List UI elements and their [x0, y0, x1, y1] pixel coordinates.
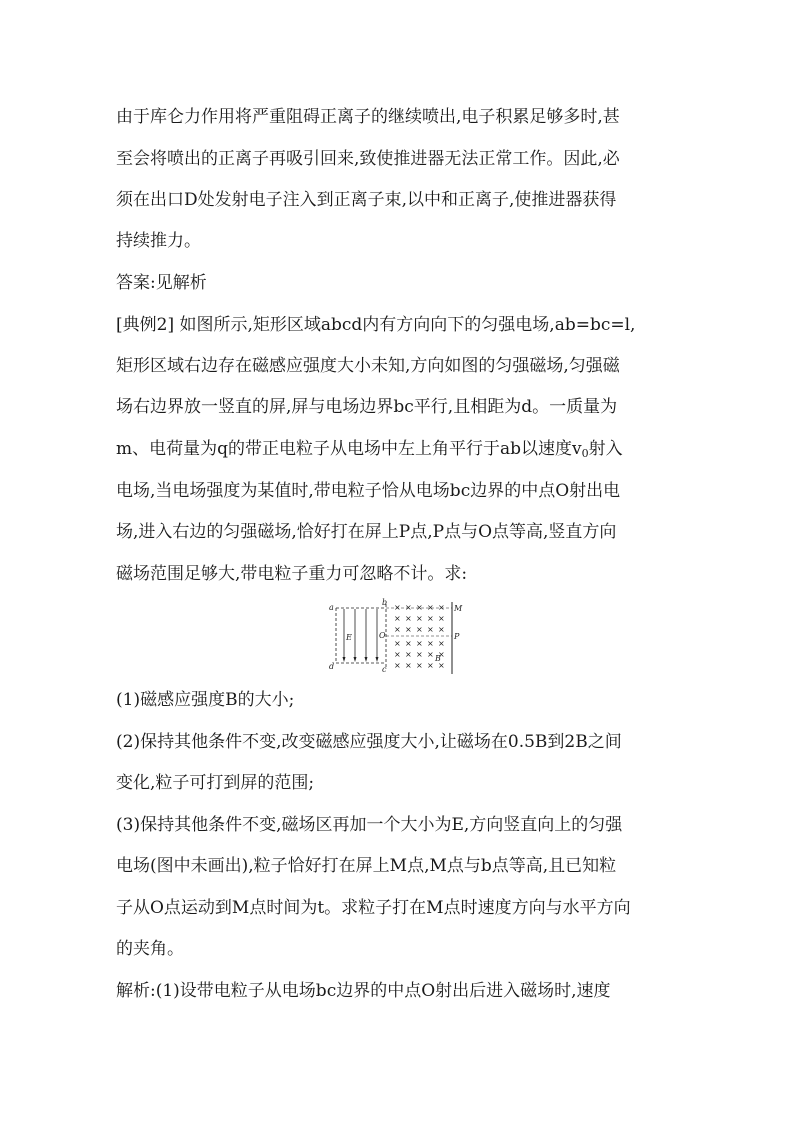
field-cross: ×	[405, 625, 412, 634]
text-line: 矩形区域右边存在磁感应强度大小未知,方向如图的匀强磁场,匀强磁	[116, 356, 620, 376]
field-cross: ×	[427, 614, 434, 623]
field-cross: ×	[394, 625, 401, 634]
field-cross: ×	[394, 603, 401, 612]
field-cross: ×	[405, 650, 412, 659]
text-line: 变化,粒子可打到屏的范围;	[116, 773, 315, 793]
field-cross: ×	[416, 625, 423, 634]
text-line: 至会将喷出的正离子再吸引回来,致使推进器无法正常工作。因此,必	[116, 149, 620, 169]
label-P: P	[454, 632, 460, 641]
label-d: d	[329, 662, 335, 671]
field-cross: ×	[416, 603, 423, 612]
text-line: 电场,当电场强度为某值时,带电粒子恰从电场bc边界的中点O射出电	[116, 481, 621, 501]
field-cross: ×	[394, 639, 401, 648]
text-line: 的夹角。	[116, 939, 184, 959]
physics-diagram	[324, 598, 464, 680]
field-cross: ×	[405, 614, 412, 623]
text-line: 场右边界放一竖直的屏,屏与电场边界bc平行,且相距为d。一质量为	[116, 397, 618, 417]
label-B: B	[435, 654, 441, 663]
label-a: a	[329, 603, 334, 612]
question-3: (3)保持其他条件不变,磁场区再加一个大小为E,方向竖直向上的匀强	[116, 815, 623, 835]
label-c: c	[382, 665, 387, 674]
text-line: 子从O点运动到M点时间为t。求粒子打在M点时速度方向与水平方向	[116, 898, 631, 918]
field-cross: ×	[438, 639, 445, 648]
field-cross: ×	[405, 603, 412, 612]
field-cross: ×	[427, 625, 434, 634]
text-line: 电场(图中未画出),粒子恰好打在屏上M点,M点与b点等高,且已知粒	[116, 856, 617, 876]
question-1: (1)磁感应强度B的大小;	[116, 690, 295, 710]
label-E: E	[346, 633, 352, 642]
text-segment: m、电荷量为q的带正电粒子从电场中左上角平行于ab以速度v	[116, 439, 582, 459]
field-cross: ×	[394, 614, 401, 623]
example-heading-line: [典例2] 如图所示,矩形区域abcd内有方向向下的匀强电场,ab=bc=l,	[116, 315, 636, 335]
field-cross: ×	[394, 650, 401, 659]
text-line: 场,进入右边的匀强磁场,恰好打在屏上P点,P点与O点等高,竖直方向	[116, 522, 617, 542]
field-cross: ×	[438, 625, 445, 634]
subscript-zero: 0	[581, 447, 589, 459]
field-cross: ×	[416, 614, 423, 623]
field-cross: ×	[416, 639, 423, 648]
field-cross: ×	[438, 661, 445, 670]
text-segment: 射入	[588, 439, 623, 459]
text-line: 须在出口D处发射电子注入到正离子束,以中和正离子,使推进器获得	[116, 190, 617, 210]
text-line	[116, 439, 686, 459]
text-line: 由于库仑力作用将严重阻碍正离子的继续喷出,电子积累足够多时,甚	[116, 107, 620, 127]
field-cross: ×	[416, 661, 423, 670]
field-cross: ×	[427, 650, 434, 659]
field-diagram-svg	[324, 598, 464, 680]
answer-line: 答案:见解析	[116, 273, 207, 293]
field-cross: ×	[405, 639, 412, 648]
text-line: 持续推力。	[116, 231, 201, 251]
field-cross: ×	[427, 603, 434, 612]
label-b: b	[382, 598, 388, 607]
field-cross: ×	[416, 650, 423, 659]
field-cross: ×	[394, 661, 401, 670]
question-2: (2)保持其他条件不变,改变磁感应强度大小,让磁场在0.5B到2B之间	[116, 732, 622, 752]
field-cross: ×	[438, 614, 445, 623]
field-cross: ×	[427, 661, 434, 670]
field-cross: ×	[438, 603, 445, 612]
label-M: M	[454, 604, 463, 613]
field-cross: ×	[438, 650, 445, 659]
field-cross: ×	[405, 661, 412, 670]
label-O: O	[379, 631, 386, 640]
text-line: 磁场范围足够大,带电粒子重力可忽略不计。求:	[116, 564, 468, 584]
solution-line: 解析:(1)设带电粒子从电场bc边界的中点O射出后进入磁场时,速度	[116, 981, 611, 1001]
field-cross: ×	[427, 639, 434, 648]
